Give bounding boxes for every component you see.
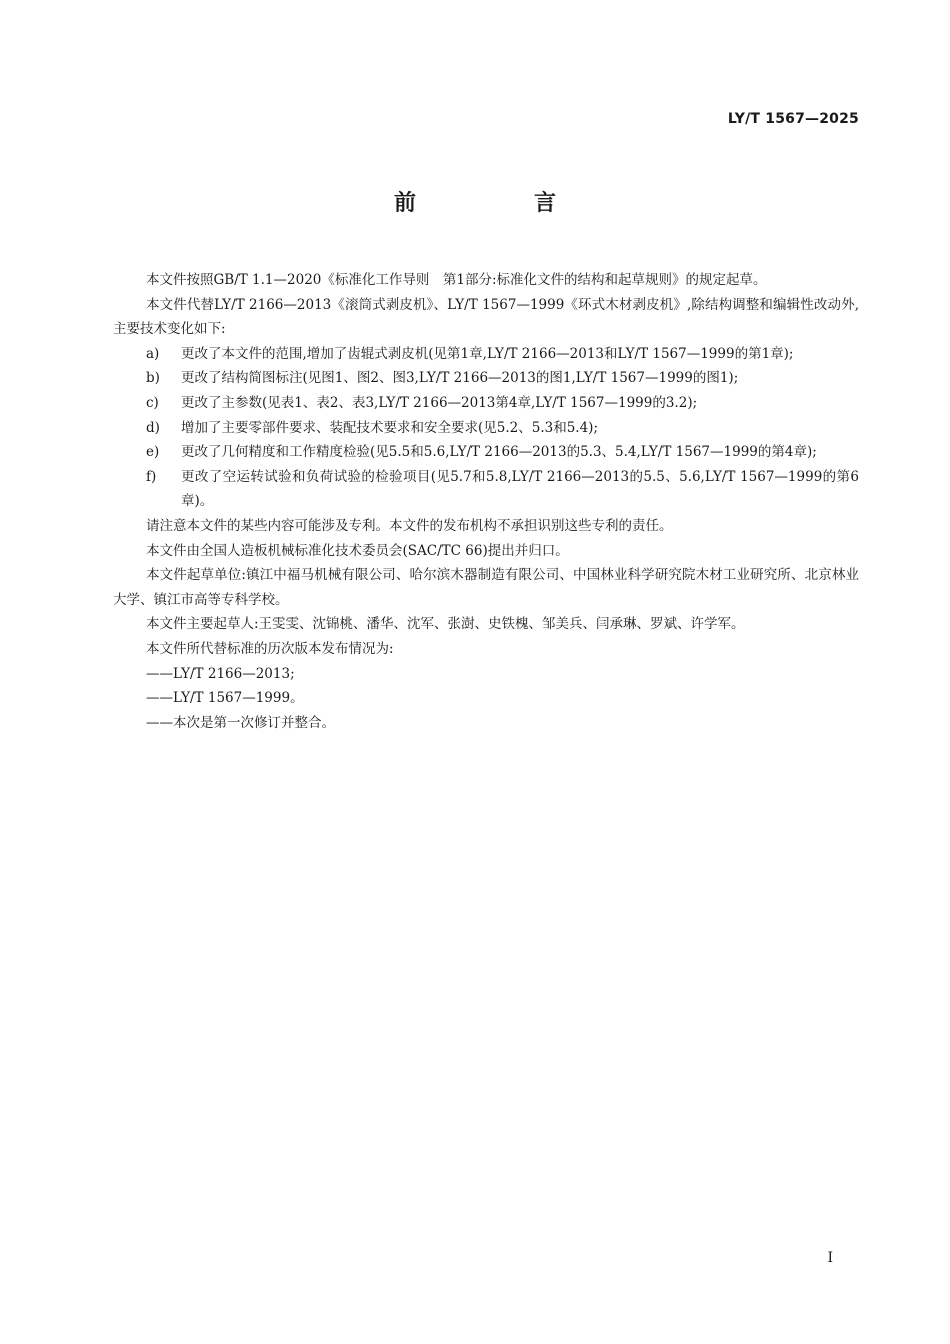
paragraph-patent-notice: 请注意本文件的某些内容可能涉及专利。本文件的发布机构不承担识别这些专利的责任。 <box>146 517 673 534</box>
list-item <box>113 440 859 465</box>
paragraph-committee: 本文件由全国人造板机械标准化技术委员会(SAC/TC 66)提出并归口。 <box>146 542 569 559</box>
list-item <box>113 391 859 416</box>
changes-list <box>113 342 859 514</box>
page-number: I <box>827 1250 833 1266</box>
list-marker: a) <box>146 345 160 362</box>
paragraph-drafting-units: 本文件起草单位:镇江中福马机械有限公司、哈尔滨木器制造有限公司、中国林业科学研究院木材工业研究所、北京林业大学、镇江市高等专科学校。 <box>113 567 859 608</box>
list-marker: e) <box>146 444 160 461</box>
list-item-text: 更改了主参数(见表1、表2、表3,LY/T 2166—2013第4章,LY/T 1567—1999的3.2); <box>181 394 698 411</box>
standard-code: LY/T 1567—2025 <box>727 111 859 127</box>
paragraph-history-intro: 本文件所代替标准的历次版本发布情况为: <box>146 640 394 657</box>
history-item: ——LY/T 2166—2013; <box>146 665 295 682</box>
foreword-body <box>113 268 859 735</box>
list-item <box>113 416 859 441</box>
list-marker: d) <box>146 419 160 436</box>
list-item-text: 更改了几何精度和工作精度检验(见5.5和5.6,LY/T 2166—2013的5.3、5.4,LY/T 1567—1999的第4章); <box>181 444 817 461</box>
list-item-text: 更改了空运转试验和负荷试验的检验项目(见5.7和5.8,LY/T 2166—2013的5.5、5.6,LY/T 1567—1999的第6章)。 <box>181 468 859 510</box>
history-item: ——LY/T 1567—1999。 <box>146 690 304 707</box>
history-item: ——本次是第一次修订并整合。 <box>146 714 335 731</box>
history-list <box>113 662 859 736</box>
paragraph-replacement: 本文件代替LY/T 2166—2013《滚筒式剥皮机》、LY/T 1567—1999《环式木材剥皮机》,除结构调整和编辑性改动外,主要技术变化如下: <box>113 296 859 338</box>
list-marker: b) <box>146 370 160 387</box>
paragraph-drafters: 本文件主要起草人:王雯雯、沈锦桃、潘华、沈军、张澍、史铁槐、邹美兵、闫承琳、罗斌、许学军。 <box>146 616 745 633</box>
list-item <box>113 366 859 391</box>
paragraph-drafting-rules: 本文件按照GB/T 1.1—2020《标准化工作导则 第1部分:标准化文件的结构和起草规则》的规定起草。 <box>146 272 767 288</box>
list-item-text: 更改了本文件的范围,增加了齿辊式剥皮机(见第1章,LY/T 2166—2013和LY/T 1567—1999的第1章); <box>181 345 794 362</box>
page-title: 前 言 <box>393 191 604 216</box>
list-item-text: 更改了结构简图标注(见图1、图2、图3,LY/T 2166—2013的图1,LY/T 1567—1999的图1); <box>181 370 739 387</box>
list-marker: c) <box>146 394 159 411</box>
list-item <box>113 465 859 514</box>
list-marker: f) <box>146 468 157 485</box>
list-item <box>113 342 859 367</box>
list-item-text: 增加了主要零部件要求、装配技术要求和安全要求(见5.2、5.3和5.4); <box>181 419 598 436</box>
